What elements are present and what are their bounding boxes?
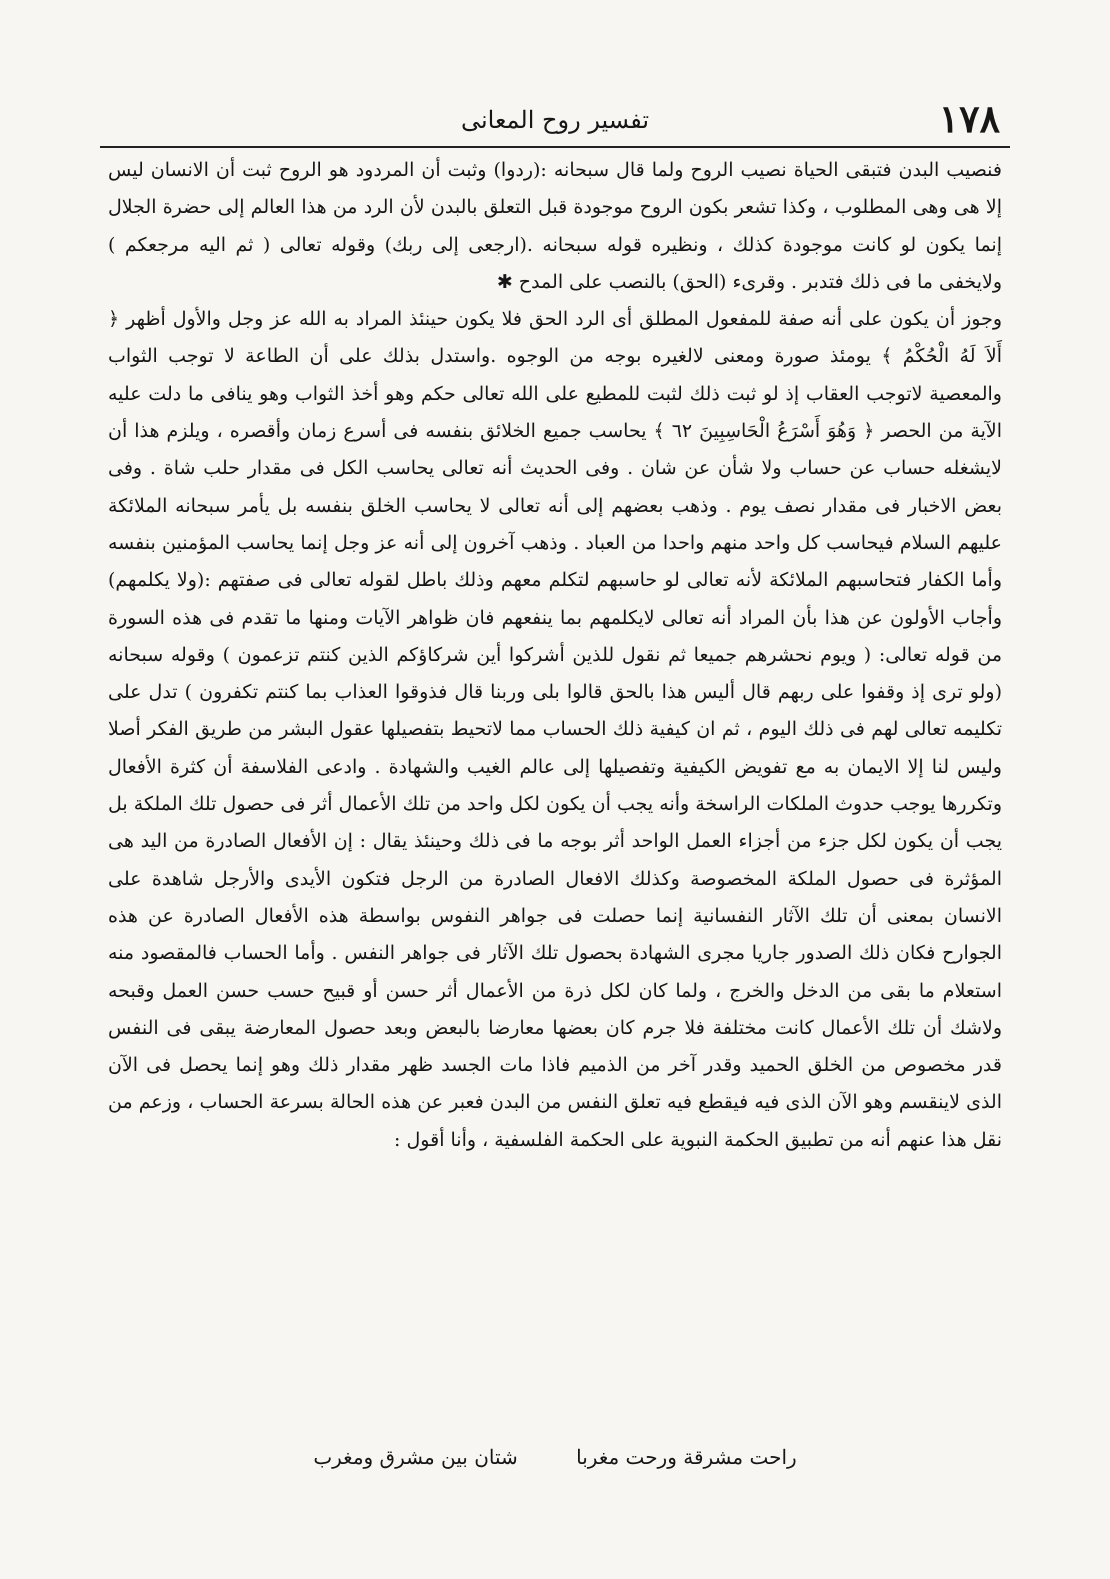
- verse-second-hemistich: شتان بين مشرق ومغرب: [313, 1445, 518, 1469]
- verse-first-hemistich: راحت مشرقة ورحت مغربا: [576, 1445, 797, 1469]
- page-number: ١٧٨: [938, 96, 1000, 141]
- running-title: تفسير روح المعانى: [460, 106, 650, 134]
- header-rule: [100, 146, 1010, 148]
- paragraph-1: فنصيب البدن فتبقى الحياة نصيب الروح ولما قال سبحانه :(ردوا) وثبت أن المردود هو الروح ثبت أن الانسان ليس إلا هى وهى المطلوب ، وكذا تشعر بكون الروح موجودة قبل التعلق بالبدن لأن الرد من هذا العالم إلى حضرة الجلال إنما يكون لو كانت موجودة كذلك ، ونظيره قوله سبحانه .(ارجعى إلى ربك) وقوله تعالى ( ثم اليه مرجعكم ) ولايخفى ما فى ذلك فتدبر . وقرىء (الحق) بالنصب على المدح ✱: [108, 159, 1002, 293]
- poetry-verse: [108, 1445, 1002, 1469]
- body-text: [108, 152, 1002, 1159]
- paragraph-2: وجوز أن يكون على أنه صفة للمفعول المطلق أى الرد الحق فلا يكون حينئذ المراد به الله عز وجل والأول أظهر ﴿ أَلاَ لَهُ الْحُكْمُ ﴾ يومئذ صورة ومعنى لالغيره بوجه من الوجوه .واستدل بذلك على أن الطاعة لا توجب الثواب والمعصية لاتوجب العقاب إذ لو ثبت ذلك لثبت للمطيع على الله تعالى حكم وهو أخذ الثواب وهو ينافى ما دلت عليه الآية من الحصر ﴿ وَهُوَ أَسْرَعُ الْحَاسِبِينَ ٦٢ ﴾ يحاسب جميع الخلائق بنفسه فى أسرع زمان وأقصره ، ويلزم هذا أن لايشغله حساب عن حساب ولا شأن عن شان . وفى الحديث أنه تعالى يحاسب الكل فى مقدار حلب شاة . وفى بعض الاخبار فى مقدار نصف يوم . وذهب بعضهم إلى أنه تعالى لا يحاسب الخلق بنفسه بل يأمر سبحانه الملائكة عليهم السلام فيحاسب كل واحد منهم واحدا من العباد . وذهب آخرون إلى أنه عز وجل إنما يحاسب المؤمنين بنفسه وأما الكفار فتحاسبهم الملائكة لأنه تعالى لو حاسبهم لتكلم معهم وذلك باطل لقوله تعالى فى صفتهم :(ولا يكلمهم) وأجاب الأولون عن هذا بأن المراد أنه تعالى لايكلمهم بما ينفعهم فان ظواهر الآيات ومنها ما تقدم فى هذه السورة من قوله تعالى: ( ويوم نحشرهم جميعا ثم نقول للذين أشركوا أين شركاؤكم الذين كنتم تزعمون ) وقوله سبحانه (ولو ترى إذ وقفوا على ربهم قال أليس هذا بالحق قالوا بلى وربنا قال فذوقوا العذاب بما كنتم تكفرون ) تدل على تكليمه تعالى لهم فى ذلك اليوم ، ثم ان كيفية ذلك الحساب مما لاتحيط بتفصيلها عقول البشر من طريق الفكر أصلا وليس لنا إلا الايمان به مع تفويض الكيفية وتفصيلها إلى عالم الغيب والشهادة . وادعى الفلاسفة أن كثرة الأفعال وتكررها يوجب حدوث الملكات الراسخة وأنه يجب أن يكون لكل واحد من تلك الأعمال أثر فى حصول تلك الملكة بل يجب أن يكون لكل جزء من أجزاء العمل الواحد أثر بوجه ما فى ذلك وحينئذ يقال : إن الأفعال الصادرة من اليد هى المؤثرة فى حصول الملكة المخصوصة وكذلك الافعال الصادرة من الرجل فتكون الأيدى والأرجل شاهدة على الانسان بمعنى أن تلك الآثار النفسانية إنما حصلت فى جواهر النفوس بواسطة هذه الأفعال الصادرة عن هذه الجوارح فكان ذلك الصدور جاريا مجرى الشهادة بحصول تلك الآثار فى جواهر النفس . وأما الحساب فالمقصود منه استعلام ما بقى من الدخل والخرج ، ولما كان لكل ذرة من الأعمال أثر حسن أو قبيح حسب حسن العمل وقبحه ولاشك أن تلك الأعمال كانت مختلفة فلا جرم كان بعضها معارضا بالبعض وبعد حصول المعارضة يبقى فى النفس قدر مخصوص من الخلق الحميد وقدر آخر من الذميم فاذا مات الجسد ظهر مقدار ذلك وهو إنما يحصل فى الآن الذى لاينقسم وهو الآن الذى فيه فيقطع فيه تعلق النفس من البدن فعبر عن هذه الحالة بسرعة الحساب ، وزعم من نقل هذا عنهم أنه من تطبيق الحكمة النبوية على الحكمة الفلسفية ، وأنا أقول :: [108, 308, 1002, 1151]
- page-header: [100, 92, 1010, 148]
